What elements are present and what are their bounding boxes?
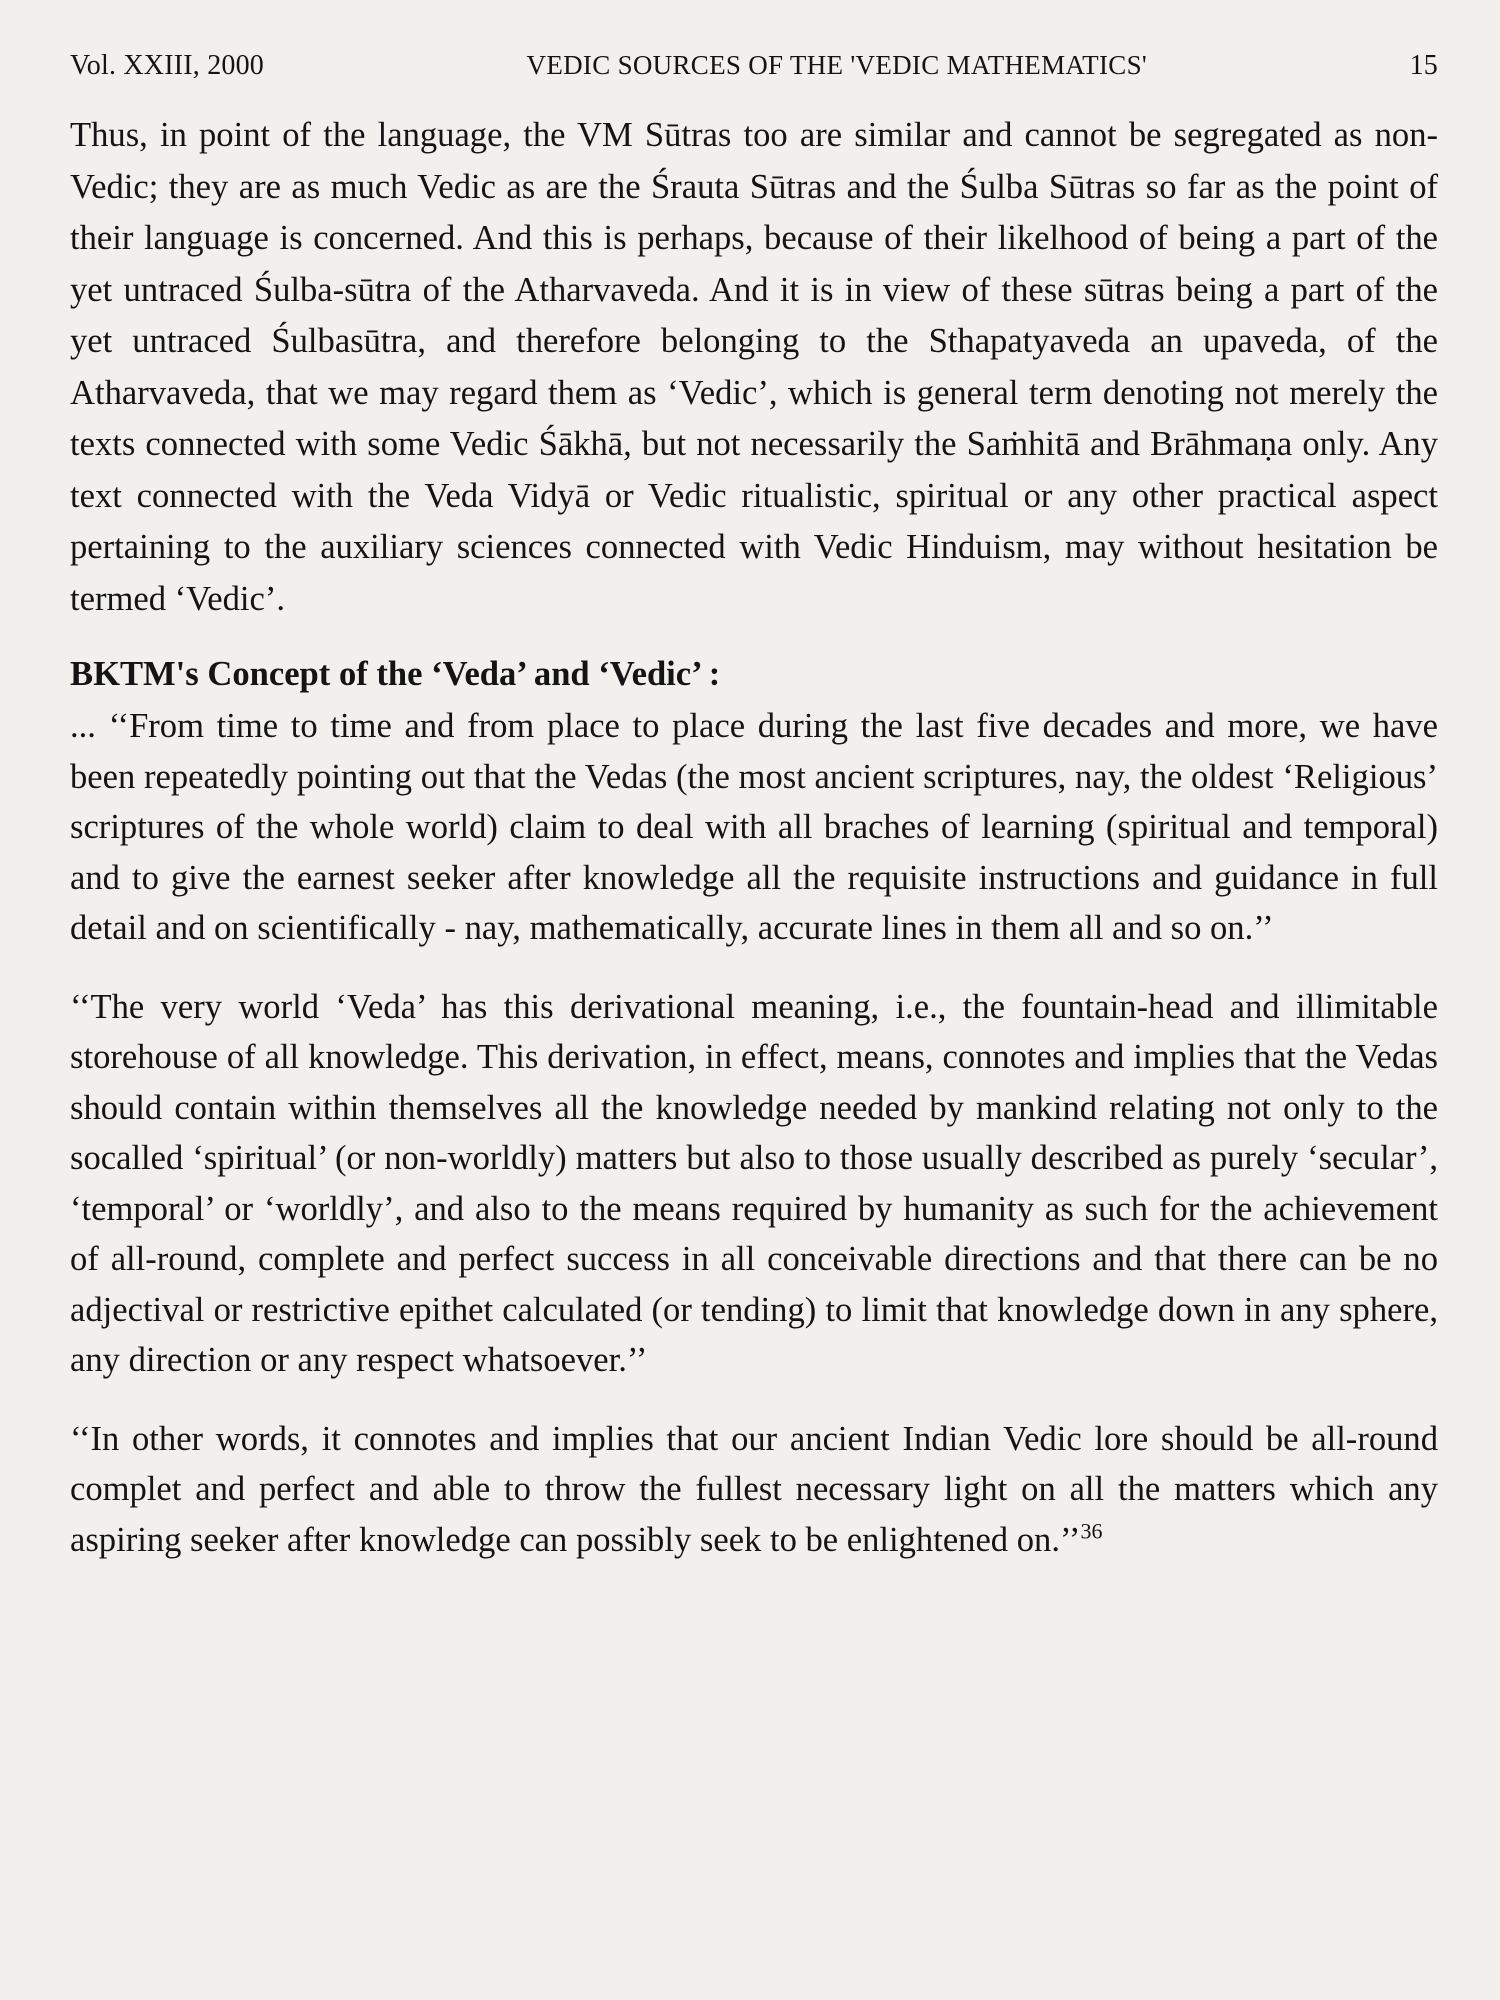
section-heading: BKTM's Concept of the ‘Veda’ and ‘Vedic’ : xyxy=(70,655,721,693)
quote-paragraph-3 xyxy=(70,1414,1438,1566)
page-header xyxy=(70,50,1438,82)
page-number: 15 xyxy=(1409,50,1438,81)
paragraph-language: Thus, in point of the language, the VM Sūtras too are similar and cannot be segregated as non-Vedic; they are as much Vedic as are the Śrauta Sūtras and the Śulba Sūtras so far as the point of their language is concerned. And this is perhaps, because of their likelhood of being a part of the yet untraced Śulba-sūtra of the Atharvaveda. And it is in view of these sūtras being a part of the yet untraced Śulbasūtra, and therefore belonging to the Sthapatyaveda an upaveda, of the Atharvaveda, that we may regard them as ‘Vedic’, which is general term denoting not merely the texts connected with some Vedic Śākhā, but not necessarily the Saṁhitā and Brāhmaṇa only. Any text connected with the Veda Vidyā or Vedic ritualistic, spiritual or any other practical aspect pertaining to the auxiliary sciences connected with Vedic Hinduism, may without hesitation be termed ‘Vedic’. xyxy=(70,116,1438,618)
footnote-reference[interactable]: 36 xyxy=(1080,1517,1103,1543)
quote-paragraph-2: ‘‘The very world ‘Veda’ has this derivational meaning, i.e., the fountain-head and illimitable storehouse of all knowledge. This derivation, in effect, means, connotes and implies that the Vedas should contain within themselves all the knowledge needed by mankind relating not only to the socalled ‘spiritual’ (or non-worldly) matters but also to those usually described as purely ‘secular’, ‘temporal’ or ‘worldly’, and also to the means required by humanity as such for the achievement of all-round, complete and perfect success in all conceivable directions and that there can be no adjectival or restrictive epithet calculated (or tending) to limit that knowledge down in any sphere, any direction or any respect whatsoever.’’ xyxy=(70,987,1438,1379)
running-title: VEDIC SOURCES OF THE 'VEDIC MATHEMATICS' xyxy=(526,50,1148,80)
quote-paragraph-1: ... ‘‘From time to time and from place to place during the last five decades and more, we have been repeatedly pointing out that the Vedas (the most ancient scriptures, nay, the oldest ‘Religious’ scriptures of the whole world) claim to deal with all braches of learning (spiritual and temporal) and to give the earnest seeker after knowledge all the requisite instructions and guidance in full detail and on scientifically - nay, mathematically, accurate lines in them all and so on.’’ xyxy=(70,707,1438,947)
volume-label: Vol. XXIII, 2000 xyxy=(70,50,265,81)
quote-paragraph-3-text: ‘‘In other words, it connotes and implies that our ancient Indian Vedic lore should be all-round complet and perfect and able to throw the fullest necessary light on all the matters which any aspiring seeker after knowledge can possibly seek to be enlightened on.’’ xyxy=(70,1419,1438,1559)
